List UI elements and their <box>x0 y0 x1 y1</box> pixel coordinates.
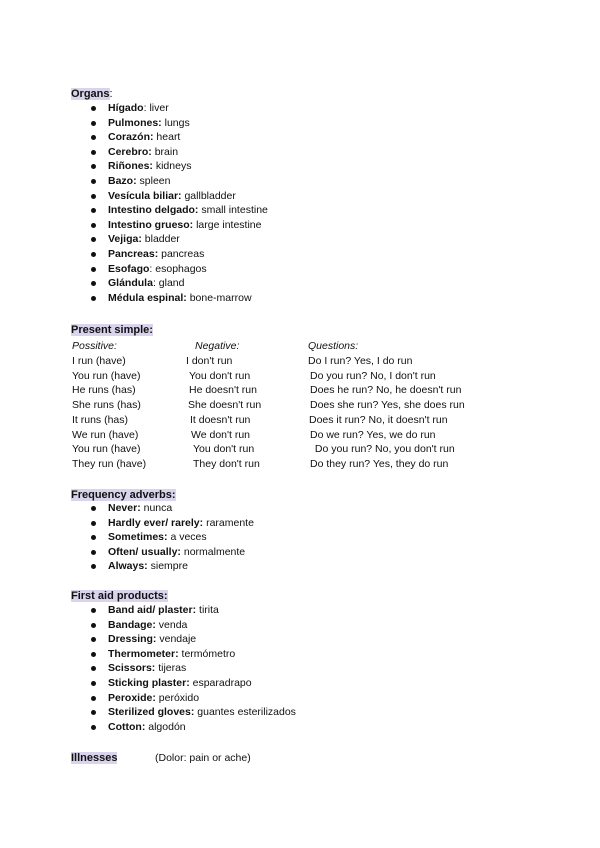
negative-column-header: Negative: <box>195 340 240 352</box>
positive-column-header: Possitive: <box>72 340 117 352</box>
organ-definition: gland <box>158 277 185 290</box>
organ-separator: : <box>143 102 150 114</box>
organ-item <box>0 276 268 291</box>
first-aid-item <box>0 676 296 691</box>
organ-definition: heart <box>156 131 181 144</box>
first-aid-term: Sterilized gloves: <box>108 706 195 719</box>
first-aid-definition: termómetro <box>181 647 236 660</box>
adverb-term: Hardly ever/ rarely: <box>108 516 204 529</box>
bullet-icon <box>91 666 96 671</box>
positive-form: They run (have) <box>72 457 147 470</box>
question-form: Does she run? Yes, she does run <box>310 399 465 412</box>
first-aid-term: Sticking plaster: <box>108 676 190 689</box>
bullet-icon <box>91 296 96 301</box>
bullet-icon <box>91 608 96 613</box>
organ-definition: bladder <box>144 233 180 246</box>
organ-item <box>0 159 268 174</box>
adverb-definition: siempre <box>150 560 188 573</box>
organ-definition: small intestine <box>201 204 268 217</box>
first-aid-term: Thermometer: <box>108 647 179 660</box>
negative-form: It doesn't run <box>190 413 251 426</box>
bullet-icon <box>91 550 96 555</box>
adverb-definition: a veces <box>170 531 207 544</box>
organ-term: Pancreas: <box>108 247 159 260</box>
negative-form: You don't run <box>193 443 255 456</box>
bullet-icon <box>91 506 96 511</box>
bullet-icon <box>91 725 96 730</box>
bullet-icon <box>91 150 96 155</box>
question-form: Do they run? Yes, they do run <box>310 457 449 470</box>
conjugation-row <box>0 354 600 369</box>
frequency-adverbs-list <box>0 501 254 574</box>
bullet-icon <box>91 121 96 126</box>
positive-form: You run (have) <box>72 443 141 456</box>
negative-form: I don't run <box>186 355 233 367</box>
first-aid-item <box>0 720 296 735</box>
first-aid-term: Peroxide: <box>108 691 156 704</box>
illnesses-heading-text: Illnesses <box>71 752 118 764</box>
bullet-icon <box>91 267 96 272</box>
organ-item <box>0 247 268 262</box>
bullet-icon <box>91 252 96 257</box>
organ-item <box>0 130 268 145</box>
organ-item <box>0 232 268 247</box>
first-aid-definition: vendaje <box>159 633 197 646</box>
adverb-item <box>0 501 254 516</box>
conjugation-row <box>0 369 600 384</box>
bullet-icon <box>91 535 96 540</box>
organ-term: Cerebro: <box>108 145 152 158</box>
first-aid-definition: guantes esterilizados <box>197 706 296 719</box>
first-aid-heading <box>71 589 168 603</box>
illnesses-heading <box>71 751 117 765</box>
conjugation-row <box>0 398 600 413</box>
first-aid-definition: venda <box>158 618 188 631</box>
bullet-icon <box>91 237 96 242</box>
first-aid-item <box>0 632 296 647</box>
first-aid-term: Band aid/ plaster: <box>108 604 197 616</box>
present-simple-heading <box>71 323 153 337</box>
adverb-item <box>0 545 254 560</box>
present-simple-heading-text: Present simple: <box>71 324 153 336</box>
conjugation-row <box>0 428 600 443</box>
bullet-icon <box>91 564 96 569</box>
bullet-icon <box>91 681 96 686</box>
conjugation-row <box>0 383 600 398</box>
organ-definition: kidneys <box>155 160 192 173</box>
question-form: Does it run? No, it doesn't run <box>309 413 448 426</box>
organ-term: Intestino delgado: <box>108 204 199 217</box>
organ-definition: brain <box>154 145 179 158</box>
organ-term: Médula espinal: <box>108 291 187 304</box>
organ-term: Vejiga: <box>108 233 142 246</box>
adverb-item <box>0 530 254 545</box>
conjugation-row <box>0 413 600 428</box>
first-aid-item <box>0 647 296 662</box>
first-aid-item <box>0 603 296 618</box>
negative-form: She doesn't run <box>188 399 262 412</box>
adverb-term: Often/ usually: <box>108 545 181 558</box>
bullet-icon <box>91 696 96 701</box>
organ-term: Corazón: <box>108 131 154 144</box>
organs-heading-colon: : <box>109 88 113 100</box>
organ-definition: spleen <box>139 174 171 187</box>
first-aid-term: Bandage: <box>108 618 156 631</box>
organ-definition: liver <box>149 102 169 114</box>
adverb-definition: nunca <box>143 502 173 514</box>
organ-definition: lungs <box>164 116 190 129</box>
organ-item <box>0 262 268 277</box>
adverb-definition: raramente <box>206 516 254 529</box>
organs-list <box>0 101 268 305</box>
organ-separator: : <box>152 277 159 290</box>
organ-term: Vesícula biliar: <box>108 189 182 202</box>
negative-form: He doesn't run <box>189 384 257 397</box>
conjugation-row <box>0 457 600 472</box>
bullet-icon <box>91 179 96 184</box>
bullet-icon <box>91 710 96 715</box>
conjugation-row <box>0 442 600 457</box>
frequency-adverbs-heading <box>71 488 176 502</box>
bullet-icon <box>91 637 96 642</box>
organ-item <box>0 116 268 131</box>
positive-form: She runs (has) <box>72 399 141 412</box>
first-aid-item <box>0 618 296 633</box>
first-aid-term: Cotton: <box>108 720 146 733</box>
bullet-icon <box>91 106 96 111</box>
first-aid-definition: tijeras <box>158 662 187 675</box>
organ-item <box>0 189 268 204</box>
question-form: Do you run? No, I don't run <box>310 369 436 382</box>
adverb-definition: normalmente <box>183 545 246 558</box>
positive-form: I run (have) <box>72 355 126 367</box>
bullet-icon <box>91 208 96 213</box>
organ-item <box>0 218 268 233</box>
question-form: Do we run? Yes, we do run <box>310 428 436 441</box>
bullet-icon <box>91 652 96 657</box>
adverb-item <box>0 516 254 531</box>
organ-item <box>0 291 268 306</box>
organ-definition: bone-marrow <box>189 291 252 304</box>
bullet-icon <box>91 223 96 228</box>
first-aid-item <box>0 705 296 720</box>
organ-definition: pancreas <box>161 247 205 260</box>
adverb-term: Sometimes: <box>108 531 168 544</box>
first-aid-definition: peróxido <box>158 691 200 704</box>
first-aid-item <box>0 661 296 676</box>
first-aid-term: Dressing: <box>108 633 157 646</box>
illnesses-note: (Dolor: pain or ache) <box>155 752 251 764</box>
organ-term: Esofago <box>108 262 150 275</box>
organ-item <box>0 174 268 189</box>
adverb-term: Never: <box>108 502 141 514</box>
positive-form: He runs (has) <box>72 384 136 397</box>
frequency-adverbs-heading-text: Frequency adverbs: <box>71 489 176 501</box>
organ-definition: esophagos <box>155 262 207 275</box>
organ-definition: large intestine <box>196 218 262 231</box>
organ-term: Pulmones: <box>108 116 162 129</box>
question-form: Does he run? No, he doesn't run <box>310 384 462 397</box>
organ-item <box>0 145 268 160</box>
bullet-icon <box>91 194 96 199</box>
question-form: Do you run? No, you don't run <box>312 443 455 456</box>
first-aid-list <box>0 603 296 734</box>
organ-term: Glándula <box>108 277 153 290</box>
bullet-icon <box>91 281 96 286</box>
bullet-icon <box>91 135 96 140</box>
first-aid-term: Scissors: <box>108 662 156 675</box>
first-aid-item <box>0 691 296 706</box>
bullet-icon <box>91 521 96 526</box>
first-aid-definition: esparadrapo <box>192 676 252 689</box>
organ-separator: : <box>149 262 156 275</box>
organs-heading <box>71 87 113 101</box>
questions-column-header: Questions: <box>308 340 359 352</box>
question-form: Do I run? Yes, I do run <box>308 355 413 367</box>
positive-form: You run (have) <box>72 369 141 382</box>
adverb-item <box>0 559 254 574</box>
positive-form: It runs (has) <box>72 413 129 426</box>
organ-item <box>0 101 268 116</box>
bullet-icon <box>91 623 96 628</box>
first-aid-heading-text: First aid products: <box>71 590 168 602</box>
first-aid-definition: algodón <box>148 720 186 733</box>
negative-form: You don't run <box>189 369 251 382</box>
negative-form: They don't run <box>193 457 260 470</box>
organ-term: Intestino grueso: <box>108 218 194 231</box>
organ-definition: gallbladder <box>184 189 236 202</box>
organ-item <box>0 203 268 218</box>
organ-term: Riñones: <box>108 160 153 173</box>
adverb-term: Always: <box>108 560 148 573</box>
organs-heading-highlight: Organs <box>71 88 110 100</box>
negative-form: We don't run <box>191 428 251 441</box>
bullet-icon <box>91 164 96 169</box>
positive-form: We run (have) <box>72 428 139 441</box>
first-aid-definition: tirita <box>199 604 219 616</box>
organ-term: Hígado <box>108 102 144 114</box>
organ-term: Bazo: <box>108 174 137 187</box>
